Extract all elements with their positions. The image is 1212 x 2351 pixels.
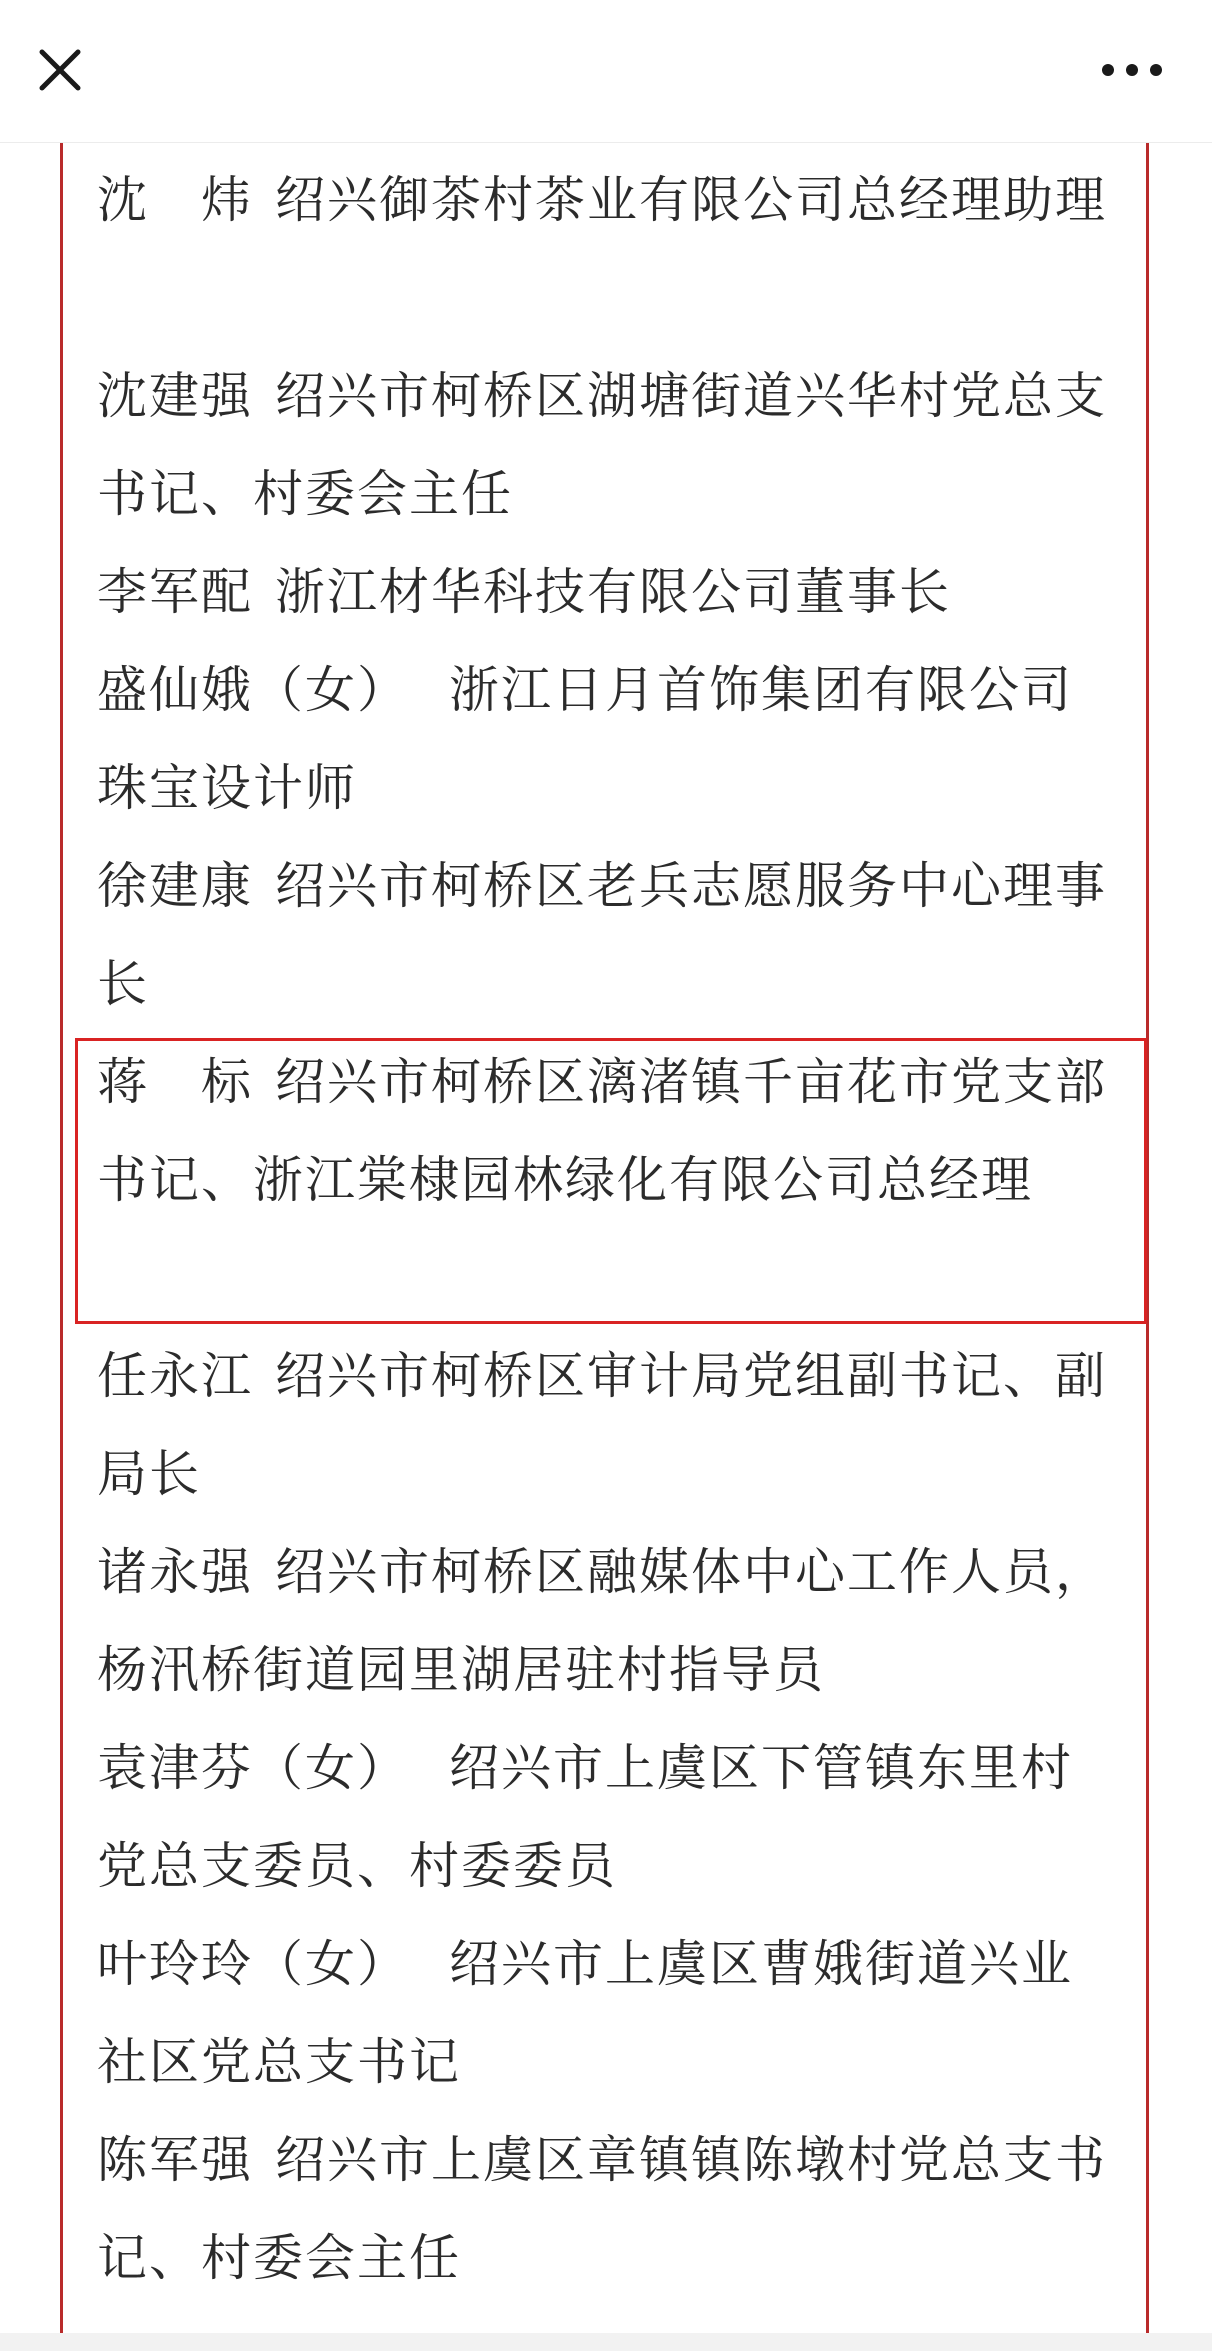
person-name: 李军配: [97, 563, 253, 621]
person-description: 绍兴御茶村茶业有限公司总经理助理: [275, 171, 1107, 229]
person-name: 沈 炜: [97, 171, 253, 229]
article-content: [0, 143, 1212, 2333]
person-name: 蒋 标: [97, 1053, 253, 1111]
person-description: 绍兴市柯桥区老兵志愿服务中心理事长: [97, 857, 1107, 1013]
list-item: [97, 641, 1117, 837]
list-item: [97, 1719, 1117, 1915]
person-name: 诸永强: [97, 1543, 253, 1601]
person-description: 绍兴市柯桥区漓渚镇千亩花市党支部书记、浙江棠棣园林绿化有限公司总经理: [97, 1053, 1107, 1209]
person-name: 袁津芬（女）: [97, 1739, 409, 1797]
person-description: 绍兴市柯桥区审计局党组副书记、副局长: [97, 1347, 1107, 1503]
person-description: 绍兴市上虞区章镇镇陈墩村党总支书记、村委会主任: [97, 2131, 1107, 2287]
list-item: [97, 543, 1117, 641]
person-name: 叶玲玲（女）: [97, 1935, 409, 1993]
person-name: 盛仙娥（女）: [97, 661, 409, 719]
person-description: 绍兴市上虞区曹娥街道兴业社区党总支书记: [97, 1935, 1073, 2091]
frame-border-left: [60, 143, 63, 2333]
person-name: 沈建强: [97, 367, 253, 425]
list-item: [97, 1915, 1117, 2111]
list-item: [97, 1523, 1117, 1719]
list-item: [97, 2111, 1117, 2307]
close-icon: [28, 38, 92, 102]
person-name: 陈军强: [97, 2131, 253, 2189]
more-options-button[interactable]: [1092, 40, 1172, 100]
list-item: [97, 347, 1117, 543]
person-name: 徐建康: [97, 857, 253, 915]
list-item-highlighted: [97, 1033, 1117, 1229]
bottom-edge: [0, 2333, 1212, 2351]
person-description: 浙江材华科技有限公司董事长: [275, 563, 951, 621]
person-name: 任永江: [97, 1347, 253, 1405]
list-item: [97, 151, 1117, 249]
person-description: 绍兴市上虞区下管镇东里村党总支委员、村委委员: [97, 1739, 1073, 1895]
top-navigation-bar: [0, 0, 1212, 143]
list-item: [97, 1327, 1117, 1523]
list-item: [97, 837, 1117, 1033]
person-description: 浙江日月首饰集团有限公司珠宝设计师: [97, 661, 1073, 817]
more-options-icon: [1092, 40, 1172, 100]
person-description: 绍兴市柯桥区融媒体中心工作人员，杨汛桥街道园里湖居驻村指导员: [97, 1543, 1107, 1699]
close-button[interactable]: [28, 38, 92, 102]
person-description: 绍兴市柯桥区湖塘街道兴华村党总支书记、村委会主任: [97, 367, 1107, 523]
